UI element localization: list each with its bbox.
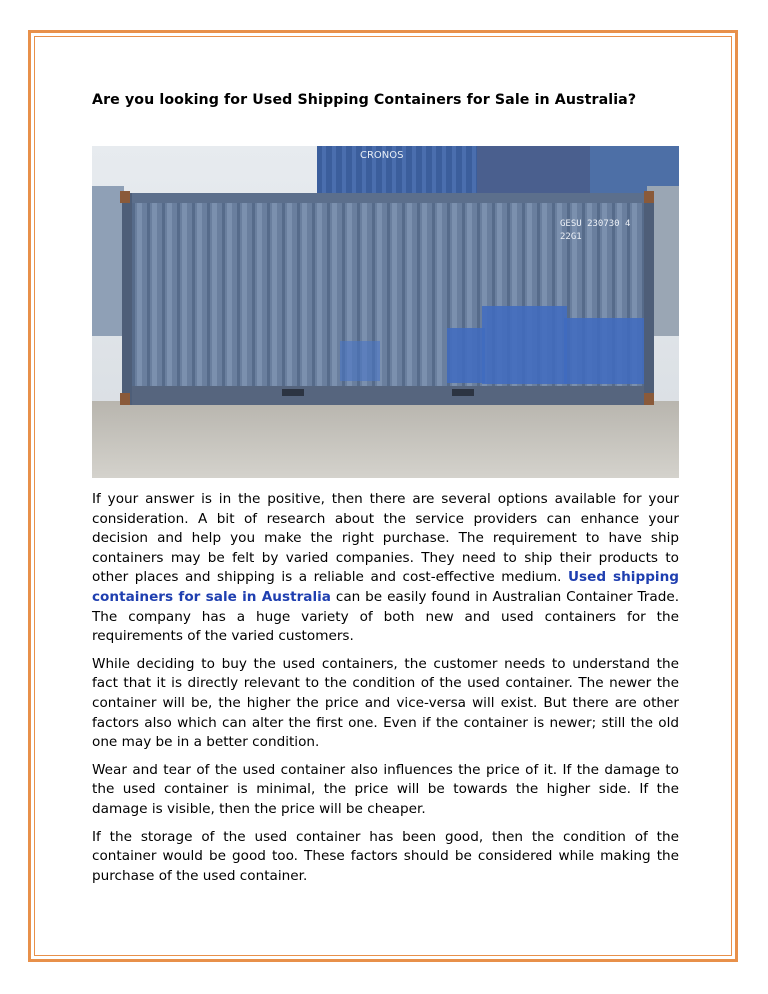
container-code-label: GESU 230730 4 xyxy=(560,219,631,229)
document-title: Are you looking for Used Shipping Containers for Sale in Australia? xyxy=(92,92,637,108)
paragraph-3: Wear and tear of the used container also influences the price of it. If the damage to the used container is minimal, the price will be towards the higher side. If the damage is visible, then the price will be cheaper. xyxy=(92,761,679,817)
paragraph-4: If the storage of the used container has been good, then the condition of the container would be good too. These factors should be considered while making the purchase of the used container. xyxy=(92,828,679,884)
document-content xyxy=(92,88,679,894)
article-body xyxy=(92,490,679,886)
paragraph-2: While deciding to buy the used containers, the customer needs to understand the fact that it is directly relevant to the condition of the used container. The newer the container will be, the higher the price and vice-versa will exist. But there are other factors also which can alter the first one. Even if the container is newer; still the old one may be in a better condition. xyxy=(92,655,679,751)
container-type-label: 22G1 xyxy=(560,232,582,242)
shipping-container-photo xyxy=(92,146,679,478)
used-containers-link[interactable]: Used shipping containers for sale in Australia xyxy=(92,569,680,605)
paragraph-1: If your answer is in the positive, then there are several options available for your consideration. A bit of research about the service providers can enhance your decision and help you make the right purchase. The requirement to have ship containers may be felt by varied companies. They need to ship their products to other places and shipping is a reliable and cost-effective medium. Used shipping containers for sale in Australia can be easily found in Australian Container Trade. The company has a huge variety of both new and used containers for the requirements of the varied customers. xyxy=(92,491,680,645)
svg-text:CRONOS: CRONOS xyxy=(360,150,404,161)
